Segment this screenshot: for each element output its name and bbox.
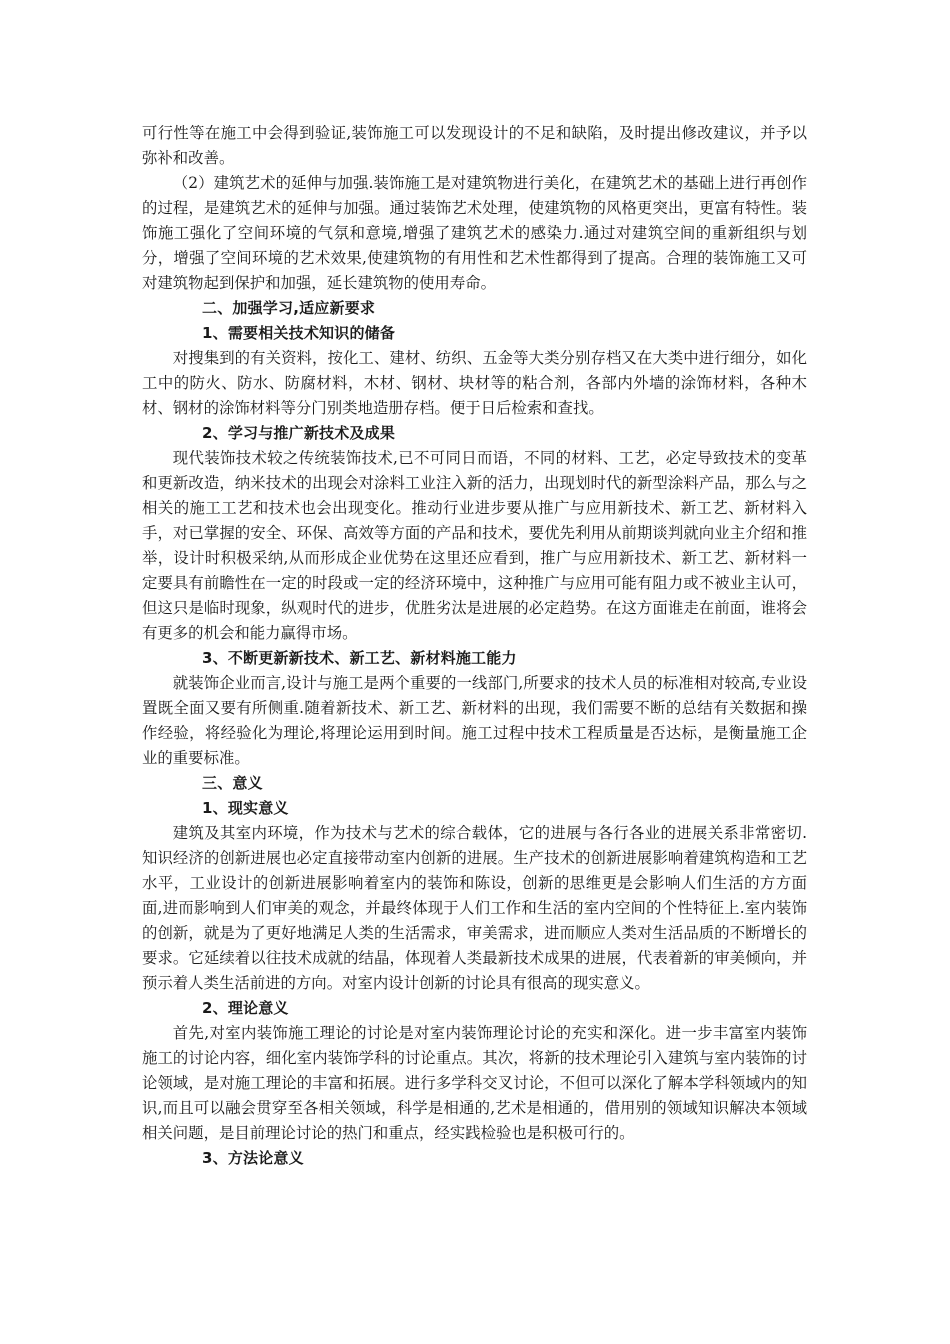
subheading-2-3: 3、不断更新新技术、新工艺、新材料施工能力	[202, 649, 517, 667]
document-page	[142, 121, 807, 1171]
paragraph-knowledge-storage: 对搜集到的有关资料，按化工、建材、纺织、五金等大类分别存档又在大类中进行细分，如化工中的防火、防水、防腐材料，木材、钢材、块材等的粘合剂，各部内外墙的涂饰材料，各种木材、钢材的涂饰材料等分门别类地造册存档。便于日后检索和查找。	[142, 349, 807, 417]
section-heading-2: 二、加强学习,适应新要求	[202, 299, 376, 317]
subheading-3-2: 2、理论意义	[202, 999, 289, 1017]
subheading-3-1: 1、现实意义	[202, 799, 289, 817]
paragraph-theoretical-significance: 首先,对室内装饰施工理论的讨论是对室内装饰理论讨论的充实和深化。进一步丰富室内装饰施工的讨论内容，细化室内装饰学科的讨论重点。其次，将新的技术理论引入建筑与室内装饰的讨论领域，是对施工理论的丰富和拓展。进行多学科交叉讨论，不但可以深化了解本学科领域内的知识,而且可以融会贯穿至各相关领域，科学是相通的,艺术是相通的，借用别的领域知识解决本领域相关问题，是目前理论讨论的热门和重点，经实践检验也是积极可行的。	[142, 1024, 807, 1142]
paragraph-construction-ability: 就装饰企业而言,设计与施工是两个重要的一线部门,所要求的技术人员的标准相对较高,专业设置既全面又要有所侧重.随着新技术、新工艺、新材料的出现，我们需要不断的总结有关数据和操作经验，将经验化为理论,将理论运用到时间。施工过程中技术工程质量是否达标，是衡量施工企业的重要标准。	[142, 674, 807, 767]
paragraph-architectural-art: （2）建筑艺术的延伸与加强.装饰施工是对建筑物进行美化，在建筑艺术的基础上进行再创作的过程，是建筑艺术的延伸与加强。通过装饰艺术处理，使建筑物的风格更突出，更富有特性。装饰施工强化了空间环境的气氛和意境,增强了建筑艺术的感染力.通过对建筑空间的重新组织与划分，增强了空间环境的艺术效果,使建筑物的有用性和艺术性都得到了提高。合理的装饰施工又可对建筑物起到保护和加强，延长建筑物的使用寿命。	[142, 174, 807, 292]
subheading-2-1: 1、需要相关技术知识的储备	[202, 324, 396, 342]
subheading-2-2: 2、学习与推广新技术及成果	[202, 424, 396, 442]
paragraph-practical-significance: 建筑及其室内环境，作为技术与艺术的综合载体，它的进展与各行各业的进展关系非常密切.知识经济的创新进展也必定直接带动室内创新的进展。生产技术的创新进展影响着建筑构造和工艺水平，工业设计的创新进展影响着室内的装饰和陈设，创新的思维更是会影响人们生活的方方面面,进而影响到人们审美的观念，并最终体现于人们工作和生活的室内空间的个性特征上.室内装饰的创新，就是为了更好地满足人类的生活需求，审美需求，进而顺应人类对生活品质的不断增长的要求。它延续着以往技术成就的结晶，体现着人类最新技术成果的进展，代表着新的审美倾向，并预示着人类生活前进的方向。对室内设计创新的讨论具有很高的现实意义。	[142, 824, 807, 992]
section-heading-3: 三、意义	[202, 774, 263, 792]
subheading-3-3: 3、方法论意义	[202, 1149, 304, 1167]
paragraph-new-technology: 现代装饰技术较之传统装饰技术,已不可同日而语，不同的材料、工艺，必定导致技术的变革和更新改造，纳米技术的出现会对涂料工业注入新的活力，出现划时代的新型涂料产品，那么与之相关的施工工艺和技术也会出现变化。推动行业进步要从推广与应用新技术、新工艺、新材料入手，对已掌握的安全、环保、高效等方面的产品和技术，要优先利用从前期谈判就向业主介绍和推举，设计时积极采纳,从而形成企业优势在这里还应看到，推广与应用新技术、新工艺、新材料一定要具有前瞻性在一定的时段或一定的经济环境中，这种推广与应用可能有阻力或不被业主认可，但这只是临时现象，纵观时代的进步，优胜劣汰是进展的必定趋势。在这方面谁走在前面，谁将会有更多的机会和能力赢得市场。	[142, 449, 807, 642]
paragraph-continued: 可行性等在施工中会得到验证,装饰施工可以发现设计的不足和缺陷，及时提出修改建议，并予以弥补和改善。	[142, 124, 807, 167]
